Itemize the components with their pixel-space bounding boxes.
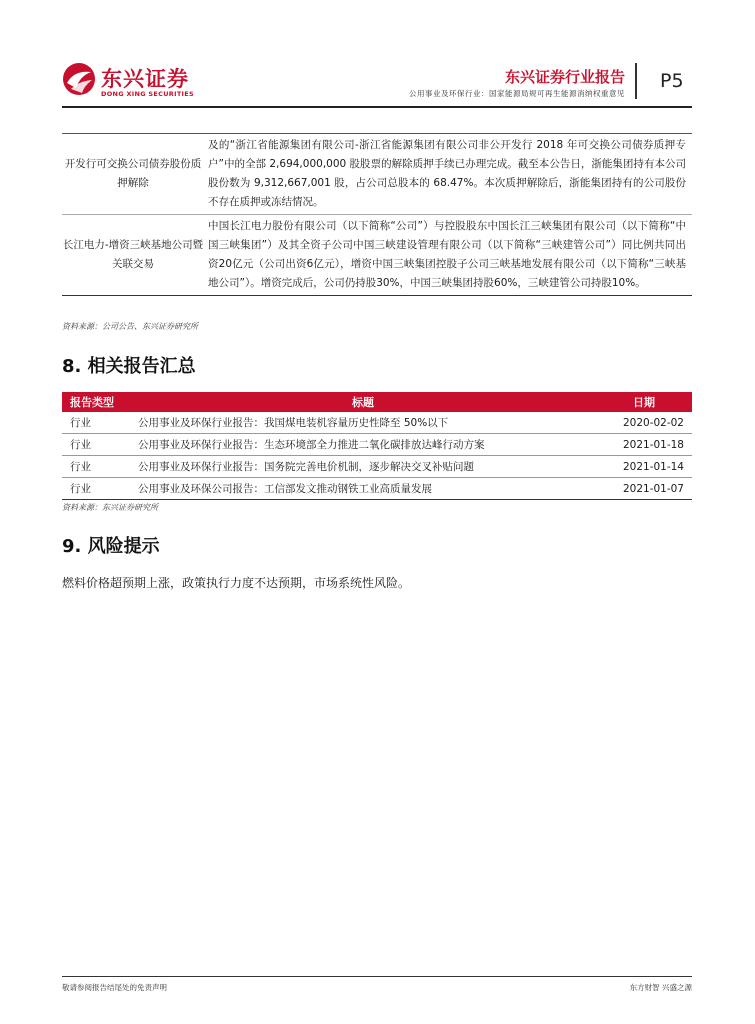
section-9-heading: 9. 风险提示 xyxy=(62,536,160,557)
table-row xyxy=(62,412,692,434)
table-row xyxy=(62,215,692,296)
report-title-link[interactable]: 公用事业及环保行业报告：我国煤电装机容量历史性降至 50%以下 xyxy=(130,412,596,434)
related-reports-table xyxy=(62,392,692,500)
table-header-row xyxy=(62,392,692,412)
logo-english-name: DONG XING SECURITIES xyxy=(101,90,194,98)
company-logo-icon xyxy=(62,62,96,96)
footer-slogan: 东方财智 兴盛之源 xyxy=(629,983,692,992)
table-source-note: 资料来源：公司公告、东兴证券研究所 xyxy=(62,322,198,331)
footer-disclaimer-note: 敬请参阅报告结尾处的免责声明 xyxy=(62,983,167,992)
reports-source-note: 资料来源：东兴证券研究所 xyxy=(62,503,158,512)
header-divider xyxy=(635,63,637,99)
logo-chinese-name: 东兴证券 xyxy=(101,67,189,91)
report-type: 行业 xyxy=(62,434,130,456)
header-title: 标题 xyxy=(130,392,596,412)
table-row xyxy=(62,434,692,456)
header-date: 日期 xyxy=(596,392,692,412)
report-date: 2020-02-02 xyxy=(596,412,692,434)
report-title-link[interactable]: 公用事业及环保行业报告：国务院完善电价机制，逐步解决交叉补贴问题 xyxy=(130,456,596,478)
table-row xyxy=(62,456,692,478)
table-row xyxy=(62,478,692,500)
header-rule xyxy=(62,106,692,108)
header-report-type: 报告类型 xyxy=(62,392,130,412)
footer-rule xyxy=(62,976,692,977)
report-date: 2021-01-14 xyxy=(596,456,692,478)
report-type: 行业 xyxy=(62,456,130,478)
report-date: 2021-01-07 xyxy=(596,478,692,500)
notice-title: 开发行可交换公司债券股份质押解除 xyxy=(62,134,204,215)
page-number: P5 xyxy=(660,70,684,92)
report-subtitle: 公用事业及环保行业：国家能源局规可再生能源消纳权重意见 xyxy=(409,89,625,98)
notice-content: 中国长江电力股份有限公司（以下简称“公司”）与控股股东中国长江三峡集团有限公司（以下简称“中国三峡集团”）及其全资子公司中国三峡建设管理有限公司（以下简称“三峡建管公司”）同比例共同出资20亿元（公司出资6亿元），增资中国三峡集团控股子公司三峡基地发展有限公司（以下简称“三峡基地公司”）。增资完成后，公司仍持股30%，中国三峡集团持股60%，三峡建管公司持股10%。 xyxy=(204,215,692,296)
report-type: 行业 xyxy=(62,478,130,500)
report-date: 2021-01-18 xyxy=(596,434,692,456)
report-title-link[interactable]: 公用事业及环保公司报告：工信部发文推动钢铁工业高质量发展 xyxy=(130,478,596,500)
report-title: 东兴证券行业报告 xyxy=(504,68,625,86)
notice-title: 长江电力-增资三峡基地公司暨关联交易 xyxy=(62,215,204,296)
table-row xyxy=(62,134,692,215)
risk-warning-text: 燃料价格超预期上涨，政策执行力度不达预期，市场系统性风险。 xyxy=(62,576,411,590)
notice-table xyxy=(62,133,692,296)
notice-content: 及的“浙江省能源集团有限公司-浙江省能源集团有限公司非公开发行 2018 年可交换公司债券质押专户”中的全部 2,694,000,000 股股票的解除质押手续已办理完成。截至本公告日，浙能集团持有本公司股份数为 9,312,667,001 股，占公司总股本的 68.47%。本次质押解除后，浙能集团持有的公司股份不存在质押或冻结情况。 xyxy=(204,134,692,215)
report-type: 行业 xyxy=(62,412,130,434)
section-8-heading: 8. 相关报告汇总 xyxy=(62,356,196,377)
report-title-link[interactable]: 公用事业及环保行业报告：生态环境部全力推进二氧化碳排放达峰行动方案 xyxy=(130,434,596,456)
